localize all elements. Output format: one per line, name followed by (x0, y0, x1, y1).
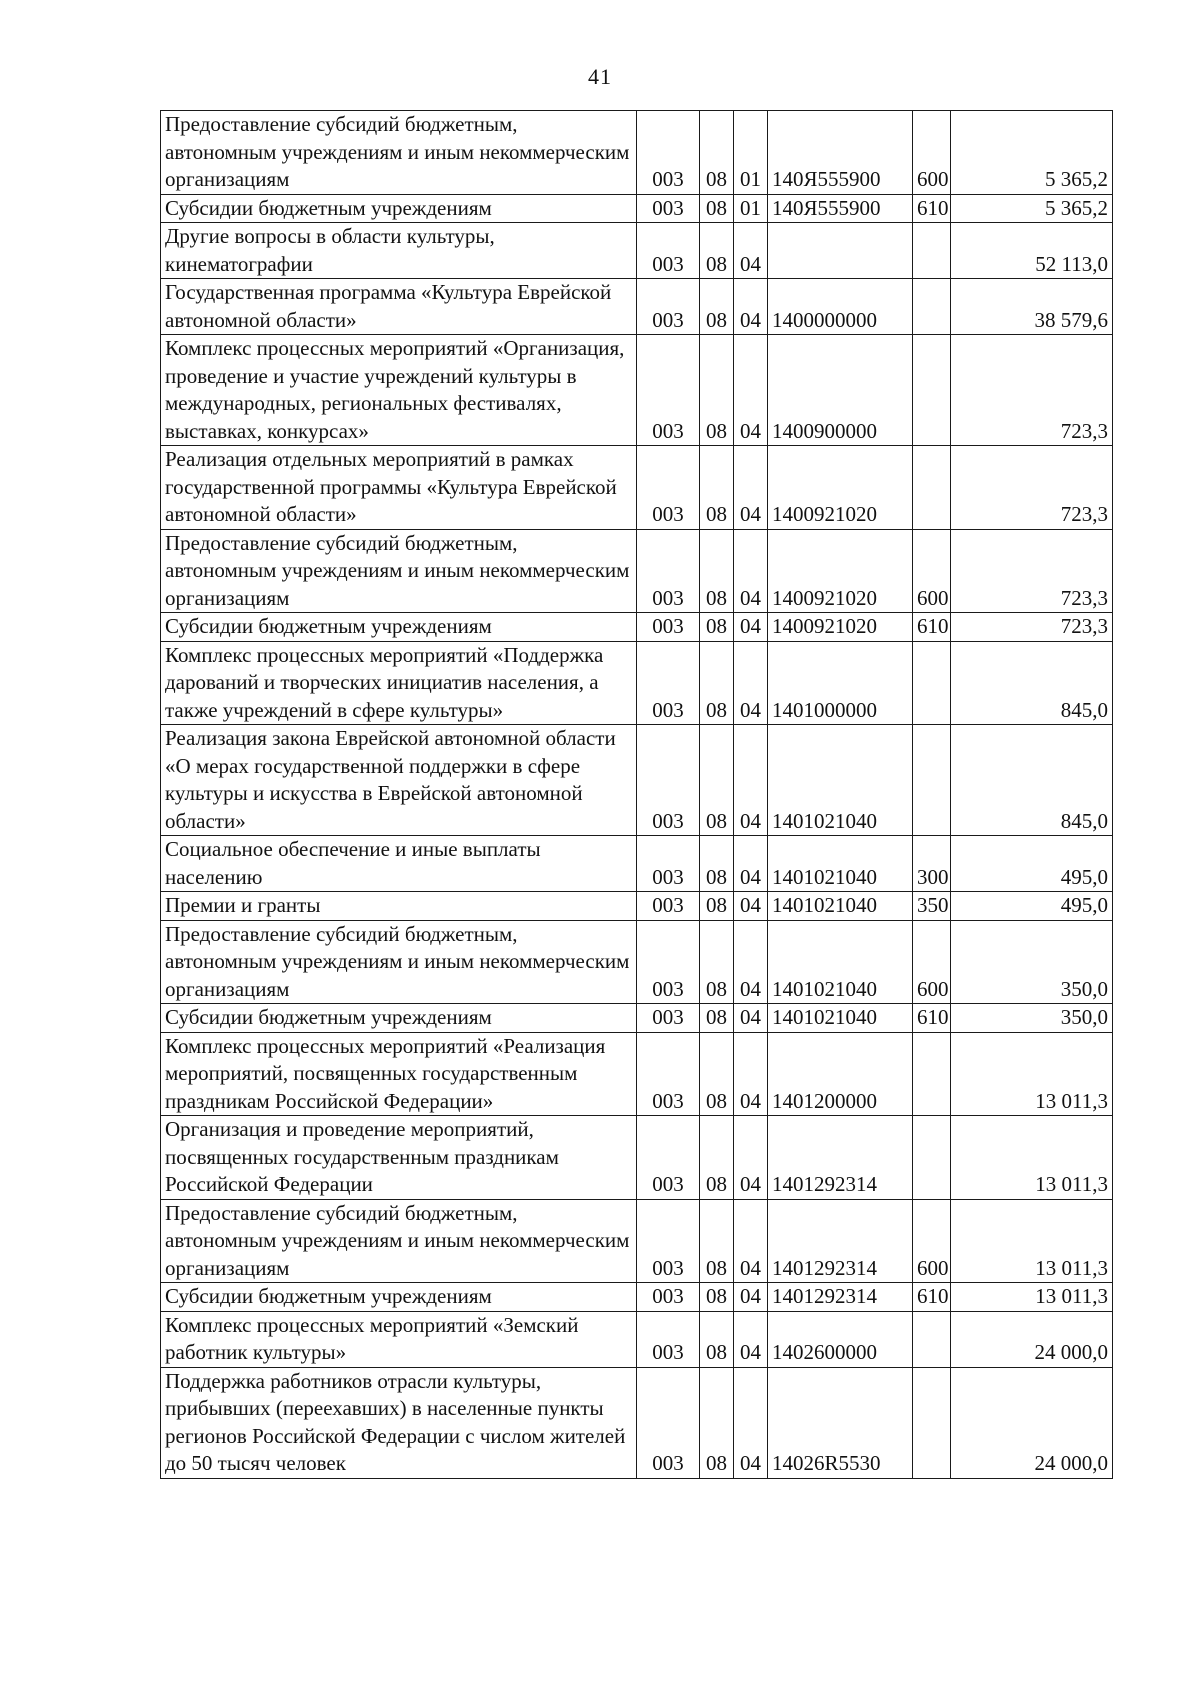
row-amount: 13 011,3 (951, 1199, 1113, 1283)
row-target-article-code: 14026R5530 (768, 1367, 913, 1478)
table-row (161, 1283, 1113, 1312)
row-amount: 5 365,2 (951, 194, 1113, 223)
row-subsection-code: 04 (734, 223, 768, 279)
row-expense-type-code (913, 223, 951, 279)
row-grbs-code: 003 (637, 194, 700, 223)
row-amount: 723,3 (951, 335, 1113, 446)
row-subsection-code: 04 (734, 613, 768, 642)
row-amount: 845,0 (951, 725, 1113, 836)
row-subsection-code: 04 (734, 1367, 768, 1478)
row-expense-type-code: 610 (913, 613, 951, 642)
table-row (161, 111, 1113, 195)
row-amount: 24 000,0 (951, 1311, 1113, 1367)
table-row (161, 223, 1113, 279)
row-expense-type-code: 610 (913, 194, 951, 223)
row-expense-type-code (913, 1116, 951, 1200)
row-target-article-code: 1400921020 (768, 446, 913, 530)
row-expense-type-code: 610 (913, 1004, 951, 1033)
row-expense-type-code (913, 279, 951, 335)
row-grbs-code: 003 (637, 111, 700, 195)
budget-table (160, 110, 1113, 1479)
row-expense-type-code (913, 641, 951, 725)
row-target-article-code: 140Я555900 (768, 194, 913, 223)
row-section-code: 08 (700, 446, 734, 530)
row-subsection-code: 04 (734, 446, 768, 530)
row-name: Предоставление субсидий бюджетным, автономным учреждениям и иным некоммерческим организациям (161, 1199, 637, 1283)
row-name: Реализация отдельных мероприятий в рамках государственной программы «Культура Еврейской автономной области» (161, 446, 637, 530)
row-name: Субсидии бюджетным учреждениям (161, 194, 637, 223)
row-target-article-code: 1401292314 (768, 1116, 913, 1200)
row-target-article-code: 1401021040 (768, 892, 913, 921)
row-section-code: 08 (700, 641, 734, 725)
row-amount: 723,3 (951, 529, 1113, 613)
table-row (161, 529, 1113, 613)
row-amount: 24 000,0 (951, 1367, 1113, 1478)
row-name: Комплекс процессных мероприятий «Земский работник культуры» (161, 1311, 637, 1367)
row-section-code: 08 (700, 529, 734, 613)
table-row (161, 1367, 1113, 1478)
table-row (161, 1004, 1113, 1033)
row-grbs-code: 003 (637, 279, 700, 335)
row-target-article-code: 1400921020 (768, 613, 913, 642)
row-name: Субсидии бюджетным учреждениям (161, 1004, 637, 1033)
row-amount: 13 011,3 (951, 1032, 1113, 1116)
row-name: Субсидии бюджетным учреждениям (161, 613, 637, 642)
row-subsection-code: 04 (734, 725, 768, 836)
row-expense-type-code (913, 1367, 951, 1478)
row-subsection-code: 04 (734, 279, 768, 335)
table-row (161, 279, 1113, 335)
row-target-article-code: 140Я555900 (768, 111, 913, 195)
row-subsection-code: 04 (734, 836, 768, 892)
row-name: Поддержка работников отрасли культуры, прибывших (переехавших) в населенные пункты регионов Российской Федерации с числом жителей до 50 тысяч человек (161, 1367, 637, 1478)
row-amount: 52 113,0 (951, 223, 1113, 279)
row-section-code: 08 (700, 836, 734, 892)
table-row (161, 446, 1113, 530)
row-subsection-code: 01 (734, 194, 768, 223)
row-target-article-code: 1400921020 (768, 529, 913, 613)
row-target-article-code: 1401292314 (768, 1283, 913, 1312)
row-amount: 845,0 (951, 641, 1113, 725)
row-expense-type-code: 300 (913, 836, 951, 892)
table-row (161, 1116, 1113, 1200)
row-grbs-code: 003 (637, 641, 700, 725)
row-grbs-code: 003 (637, 892, 700, 921)
row-grbs-code: 003 (637, 920, 700, 1004)
row-expense-type-code: 600 (913, 111, 951, 195)
row-grbs-code: 003 (637, 725, 700, 836)
row-amount: 38 579,6 (951, 279, 1113, 335)
row-target-article-code: 1401021040 (768, 1004, 913, 1033)
row-section-code: 08 (700, 335, 734, 446)
row-subsection-code: 04 (734, 641, 768, 725)
row-expense-type-code: 600 (913, 920, 951, 1004)
row-grbs-code: 003 (637, 529, 700, 613)
row-section-code: 08 (700, 613, 734, 642)
row-grbs-code: 003 (637, 223, 700, 279)
row-name: Предоставление субсидий бюджетным, автономным учреждениям и иным некоммерческим организациям (161, 529, 637, 613)
row-target-article-code: 1401000000 (768, 641, 913, 725)
row-section-code: 08 (700, 1367, 734, 1478)
row-amount: 350,0 (951, 920, 1113, 1004)
table-row (161, 335, 1113, 446)
row-subsection-code: 01 (734, 111, 768, 195)
table-row (161, 836, 1113, 892)
row-grbs-code: 003 (637, 1032, 700, 1116)
table-row (161, 920, 1113, 1004)
row-section-code: 08 (700, 194, 734, 223)
row-target-article-code: 1402600000 (768, 1311, 913, 1367)
row-section-code: 08 (700, 892, 734, 921)
row-target-article-code: 1401021040 (768, 725, 913, 836)
row-target-article-code: 1401292314 (768, 1199, 913, 1283)
row-grbs-code: 003 (637, 613, 700, 642)
row-amount: 723,3 (951, 446, 1113, 530)
row-expense-type-code: 600 (913, 529, 951, 613)
row-subsection-code: 04 (734, 1311, 768, 1367)
row-name: Премии и гранты (161, 892, 637, 921)
row-amount: 13 011,3 (951, 1116, 1113, 1200)
row-target-article-code: 1401021040 (768, 920, 913, 1004)
row-section-code: 08 (700, 1032, 734, 1116)
row-name: Другие вопросы в области культуры, кинематографии (161, 223, 637, 279)
row-expense-type-code (913, 1311, 951, 1367)
row-name: Социальное обеспечение и иные выплаты населению (161, 836, 637, 892)
row-name: Комплекс процессных мероприятий «Реализация мероприятий, посвященных государственным праздникам Российской Федерации» (161, 1032, 637, 1116)
row-target-article-code: 1400900000 (768, 335, 913, 446)
row-section-code: 08 (700, 920, 734, 1004)
row-grbs-code: 003 (637, 335, 700, 446)
table-row (161, 1199, 1113, 1283)
table-row (161, 641, 1113, 725)
row-expense-type-code: 350 (913, 892, 951, 921)
row-target-article-code: 1400000000 (768, 279, 913, 335)
row-subsection-code: 04 (734, 1032, 768, 1116)
row-section-code: 08 (700, 223, 734, 279)
row-amount: 5 365,2 (951, 111, 1113, 195)
table-row (161, 1032, 1113, 1116)
row-expense-type-code (913, 1032, 951, 1116)
table-row (161, 725, 1113, 836)
row-subsection-code: 04 (734, 892, 768, 921)
row-name: Организация и проведение мероприятий, посвященных государственным праздникам Российской Федерации (161, 1116, 637, 1200)
row-grbs-code: 003 (637, 1283, 700, 1312)
row-name: Государственная программа «Культура Еврейской автономной области» (161, 279, 637, 335)
row-target-article-code (768, 223, 913, 279)
row-target-article-code: 1401200000 (768, 1032, 913, 1116)
row-target-article-code: 1401021040 (768, 836, 913, 892)
table-row (161, 1311, 1113, 1367)
row-name: Предоставление субсидий бюджетным, автономным учреждениям и иным некоммерческим организациям (161, 920, 637, 1004)
row-grbs-code: 003 (637, 1311, 700, 1367)
row-grbs-code: 003 (637, 1116, 700, 1200)
row-amount: 495,0 (951, 892, 1113, 921)
row-name: Комплекс процессных мероприятий «Организация, проведение и участие учреждений культуры в международных, региональных фестивалях, выставках, конкурсах» (161, 335, 637, 446)
row-expense-type-code: 600 (913, 1199, 951, 1283)
row-subsection-code: 04 (734, 1199, 768, 1283)
row-subsection-code: 04 (734, 920, 768, 1004)
row-section-code: 08 (700, 1199, 734, 1283)
row-section-code: 08 (700, 279, 734, 335)
row-section-code: 08 (700, 1283, 734, 1312)
row-expense-type-code (913, 725, 951, 836)
row-section-code: 08 (700, 725, 734, 836)
table-row (161, 892, 1113, 921)
row-name: Комплекс процессных мероприятий «Поддержка дарований и творческих инициатив населения, а также учреждений в сфере культуры» (161, 641, 637, 725)
row-grbs-code: 003 (637, 1199, 700, 1283)
row-grbs-code: 003 (637, 1004, 700, 1033)
row-section-code: 08 (700, 1311, 734, 1367)
table-row (161, 613, 1113, 642)
row-subsection-code: 04 (734, 529, 768, 613)
row-amount: 13 011,3 (951, 1283, 1113, 1312)
row-expense-type-code (913, 446, 951, 530)
table-row (161, 194, 1113, 223)
row-name: Предоставление субсидий бюджетным, автономным учреждениям и иным некоммерческим организациям (161, 111, 637, 195)
row-subsection-code: 04 (734, 1004, 768, 1033)
row-expense-type-code (913, 335, 951, 446)
row-grbs-code: 003 (637, 836, 700, 892)
row-expense-type-code: 610 (913, 1283, 951, 1312)
row-subsection-code: 04 (734, 1116, 768, 1200)
row-amount: 495,0 (951, 836, 1113, 892)
row-section-code: 08 (700, 1004, 734, 1033)
page-number: 41 (588, 64, 612, 89)
row-section-code: 08 (700, 111, 734, 195)
row-grbs-code: 003 (637, 1367, 700, 1478)
row-name: Реализация закона Еврейской автономной области «О мерах государственной поддержки в сфере культуры и искусства в Еврейской автономной области» (161, 725, 637, 836)
row-subsection-code: 04 (734, 1283, 768, 1312)
row-grbs-code: 003 (637, 446, 700, 530)
row-amount: 723,3 (951, 613, 1113, 642)
row-amount: 350,0 (951, 1004, 1113, 1033)
row-subsection-code: 04 (734, 335, 768, 446)
row-section-code: 08 (700, 1116, 734, 1200)
row-name: Субсидии бюджетным учреждениям (161, 1283, 637, 1312)
